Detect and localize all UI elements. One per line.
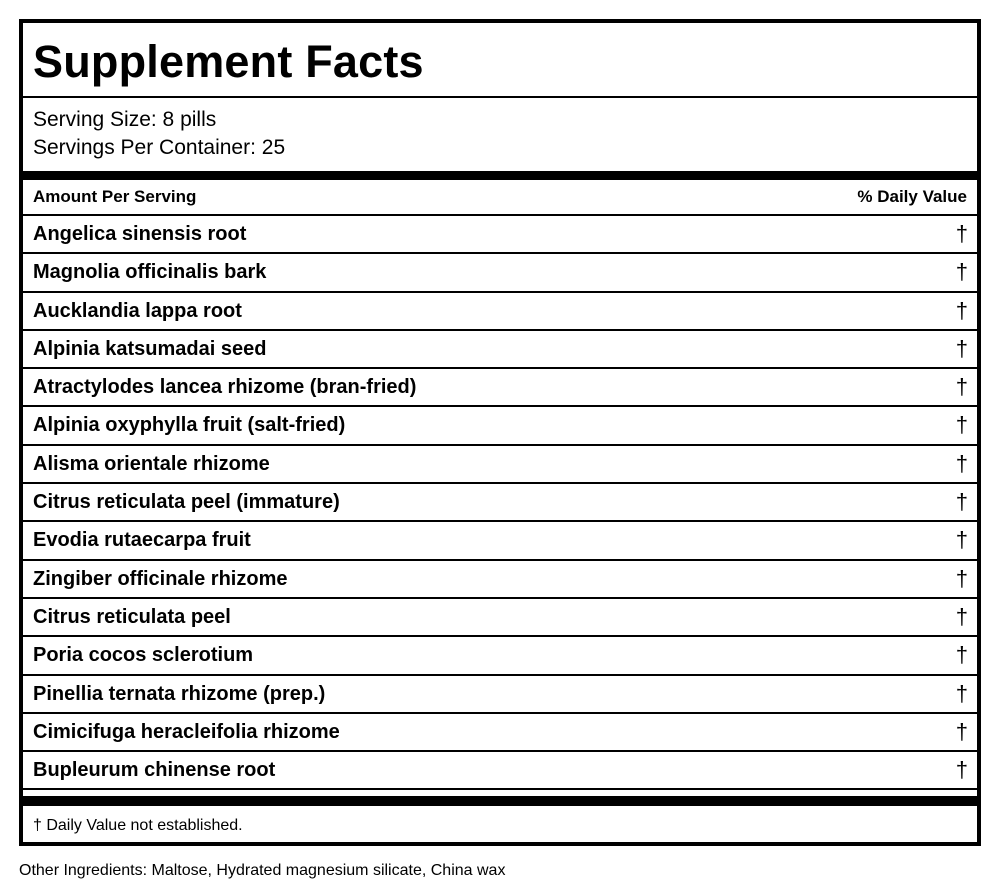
ingredient-row (23, 369, 977, 407)
ingredient-row (23, 293, 977, 331)
ingredient-daily-value: † (955, 374, 968, 400)
ingredient-daily-value: † (955, 297, 968, 323)
ingredient-name: Citrus reticulata peel (33, 605, 231, 628)
ingredient-row (23, 676, 977, 714)
ingredient-list (23, 216, 977, 790)
other-ingredients: Other Ingredients: Maltose, Hydrated magnesium silicate, China wax (19, 862, 506, 879)
ingredient-row (23, 407, 977, 445)
ingredient-row (23, 561, 977, 599)
servings-per-container: Servings Per Container: 25 (33, 136, 286, 159)
thick-divider-top (23, 171, 977, 180)
ingredient-daily-value: † (955, 221, 968, 246)
ingredient-name: Citrus reticulata peel (immature) (33, 491, 340, 514)
ingredient-row (23, 331, 977, 369)
ingredient-name: Alpinia katsumadai seed (33, 337, 267, 360)
ingredient-name: Aucklandia lappa root (33, 299, 242, 322)
ingredient-daily-value: † (955, 527, 968, 553)
serving-size: Serving Size: 8 pills (33, 108, 217, 131)
ingredient-row (23, 637, 977, 675)
ingredient-name: Pinellia ternata rhizome (prep.) (33, 682, 326, 705)
daily-value-footnote: † Daily Value not established. (33, 817, 243, 834)
amount-per-serving-header: Amount Per Serving (33, 187, 197, 206)
ingredient-name: Bupleurum chinense root (33, 759, 276, 782)
ingredient-row (23, 484, 977, 522)
ingredient-row (23, 446, 977, 484)
ingredient-name: Cimicifuga heracleifolia rhizome (33, 720, 340, 743)
title-divider (23, 96, 977, 98)
column-header-row (23, 180, 977, 214)
ingredient-name: Zingiber officinale rhizome (33, 567, 288, 590)
ingredient-daily-value: † (955, 335, 968, 361)
supplement-facts-panel (19, 19, 981, 846)
ingredient-daily-value: † (955, 259, 968, 285)
ingredient-row (23, 254, 977, 292)
ingredient-daily-value: † (955, 412, 968, 438)
ingredient-daily-value: † (955, 757, 968, 783)
ingredient-name: Magnolia officinalis bark (33, 261, 267, 284)
ingredient-row (23, 522, 977, 560)
ingredient-daily-value: † (955, 718, 968, 744)
thick-divider-bottom (23, 796, 977, 806)
ingredient-daily-value: † (955, 642, 968, 668)
ingredient-daily-value: † (955, 680, 968, 706)
ingredient-daily-value: † (955, 489, 968, 515)
ingredient-row (23, 714, 977, 752)
ingredient-daily-value: † (955, 565, 968, 591)
ingredient-row (23, 599, 977, 637)
ingredient-name: Angelica sinensis root (33, 223, 247, 245)
ingredient-row (23, 752, 977, 790)
ingredient-name: Alisma orientale rhizome (33, 452, 270, 475)
panel-title: Supplement Facts (33, 36, 424, 87)
ingredient-name: Poria cocos sclerotium (33, 644, 254, 667)
ingredient-daily-value: † (955, 603, 968, 629)
ingredient-daily-value: † (955, 450, 968, 476)
ingredient-row (23, 216, 977, 254)
ingredient-name: Atractylodes lancea rhizome (bran-fried) (33, 376, 417, 399)
ingredient-name: Evodia rutaecarpa fruit (33, 529, 251, 552)
ingredient-name: Alpinia oxyphylla fruit (salt-fried) (33, 414, 346, 437)
daily-value-header: % Daily Value (857, 187, 967, 206)
